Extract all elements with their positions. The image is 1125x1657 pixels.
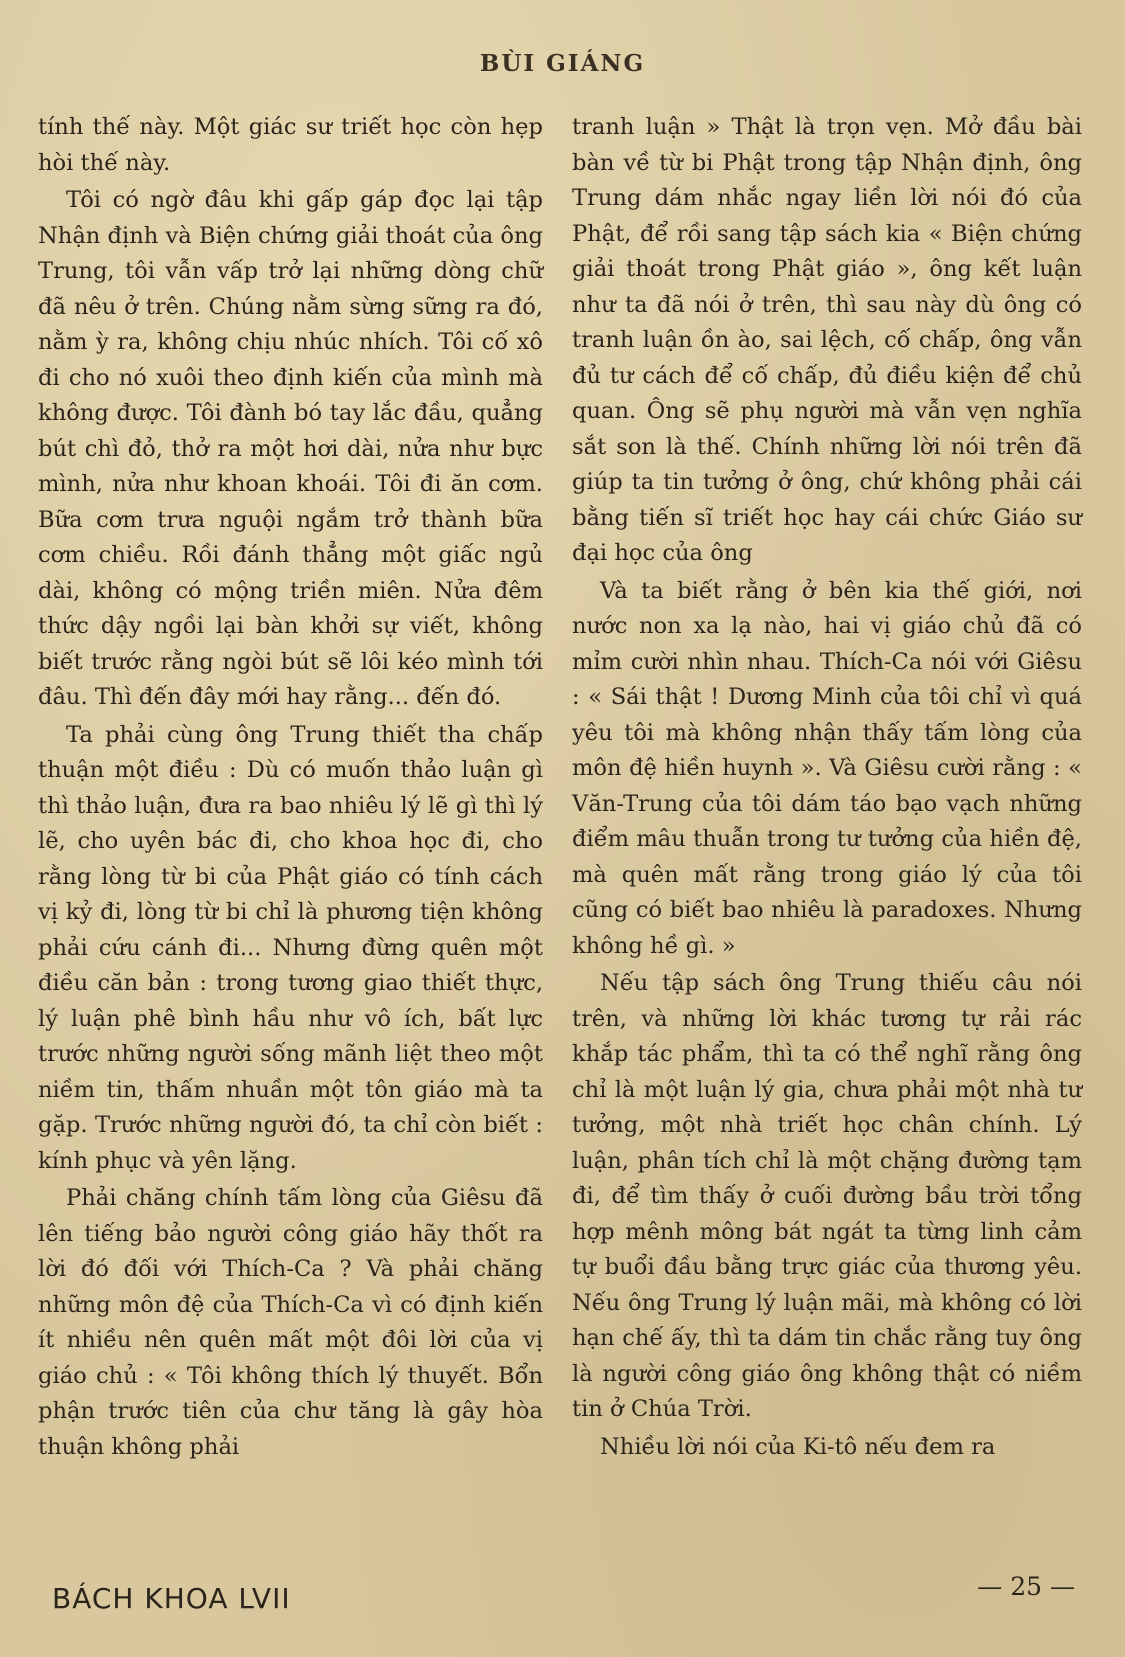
- paragraph: Tôi có ngờ đâu khi gấp gáp đọc lại tập Nhận định và Biện chứng giải thoát của ông Trung, tôi vẫn vấp trở lại những dòng chữ đã nêu ở trên. Chúng nằm sừng sững ra đó, nằm ỳ ra, không chịu nhúc nhích. Tôi cố xô đi cho nó xuôi theo định kiến của mình mà không được. Tôi đành bó tay lắc đầu, quẳng bút chì đỏ, thở ra một hơi dài, nửa như bực mình, nửa như khoan khoái. Tôi đi ăn cơm. Bữa cơm trưa nguội ngắm trở thành bữa cơm chiều. Rồi đánh thẳng một giấc ngủ dài, không có mộng triền miên. Nửa đêm thức dậy ngồi lại bàn khởi sự viết, không biết trước rằng ngòi bút sẽ lôi kéo mình tới đâu. Thì đến đây mới hay rằng... đến đó.: [38, 187, 543, 710]
- left-text-column: [38, 110, 543, 1465]
- paragraph: Ta phải cùng ông Trung thiết tha chấp thuận một điều : Dù có muốn thảo luận gì thì thảo luận, đưa ra bao nhiêu lý lẽ gì thì lý lẽ, cho uyên bác đi, cho khoa học đi, cho rằng lòng từ bi của Phật giáo có tính cách vị kỷ đi, lòng từ bi chỉ là phương tiện không phải cứu cánh đi... Nhưng đừng quên một điều căn bản : trong tương giao thiết thực, lý luận phê bình hầu như vô ích, bất lực trước những người sống mãnh liệt theo một niềm tin, thấm nhuần một tôn giáo mà ta gặp. Trước những người đó, ta chỉ còn biết : kính phục và yên lặng.: [38, 721, 543, 1174]
- magazine-footer: BÁCH KHOA LVII: [52, 1582, 291, 1615]
- right-text-column: [572, 110, 1082, 1465]
- paragraph: tính thế này. Một giác sư triết học còn hẹp hòi thế này.: [38, 114, 543, 176]
- running-head-title: BÙI GIÁNG: [479, 50, 646, 77]
- paragraph: tranh luận » Thật là trọn vẹn. Mở đầu bài bàn về từ bi Phật trong tập Nhận định, ông Trung dám nhắc ngay liền lời nói đó của Phật, để rồi sang tập sách kia « Biện chứng giải thoát trong Phật giáo », ông kết luận như ta đã nói ở trên, thì sau này dù ông có tranh luận ồn ào, sai lệch, cố chấp, ông vẫn đủ tư cách để cố chấp, đủ điều kiện để chủ quan. Ông sẽ phụ người mà vẫn vẹn nghĩa sắt son là thế. Chính những lời nói trên đã giúp ta tin tưởng ở ông, chứ không phải cái bằng tiến sĩ triết học hay cái chức Giáo sư đại học của ông: [572, 114, 1082, 566]
- paragraph: Và ta biết rằng ở bên kia thế giới, nơi nước non xa lạ nào, hai vị giáo chủ đã có mỉm cười nhìn nhau. Thích-Ca nói với Giêsu : « Sái thật ! Dương Minh của tôi chỉ vì quá yêu tôi mà không nhận thấy tấm lòng của môn đệ hiền huynh ». Và Giêsu cười rằng : « Văn-Trung của tôi dám táo bạo vạch những điểm mâu thuẫn trong tư tưởng của hiền đệ, mà quên mất rằng trong giáo lý của tôi cũng có biết bao nhiêu là paradoxes. Nhưng không hề gì. »: [572, 577, 1082, 959]
- paragraph: Nếu tập sách ông Trung thiếu câu nói trên, và những lời khác tương tự rải rác khắp tác phẩm, thì ta có thể nghĩ rằng ông chỉ là một luận lý gia, chưa phải một nhà tư tưởng, một nhà triết học chân chính. Lý luận, phân tích chỉ là một chặng đường tạm đi, để tìm thấy ở cuối đường bầu trời tổng hợp mênh mông bát ngát ta từng linh cảm tự buổi đầu bằng trực giác của thương yêu. Nếu ông Trung lý luận mãi, mà không có lời hạn chế ấy, thì ta dám tin chắc rằng tuy ông là người công giáo ông không thật có niềm tin ở Chúa Trời.: [572, 970, 1082, 1422]
- paragraph: Nhiều lời nói của Ki-tô nếu đem ra: [600, 1433, 996, 1460]
- page-number: — 25 —: [977, 1572, 1075, 1601]
- paragraph: Phải chăng chính tấm lòng của Giêsu đã lên tiếng bảo người công giáo hãy thốt ra lời đó đối với Thích-Ca ? Và phải chăng những môn đệ của Thích-Ca vì có định kiến ít nhiều nên quên mất một đôi lời của vị giáo chủ : « Tôi không thích lý thuyết. Bổn phận trước tiên của chư tăng là gây hòa thuận không phải: [38, 1185, 543, 1460]
